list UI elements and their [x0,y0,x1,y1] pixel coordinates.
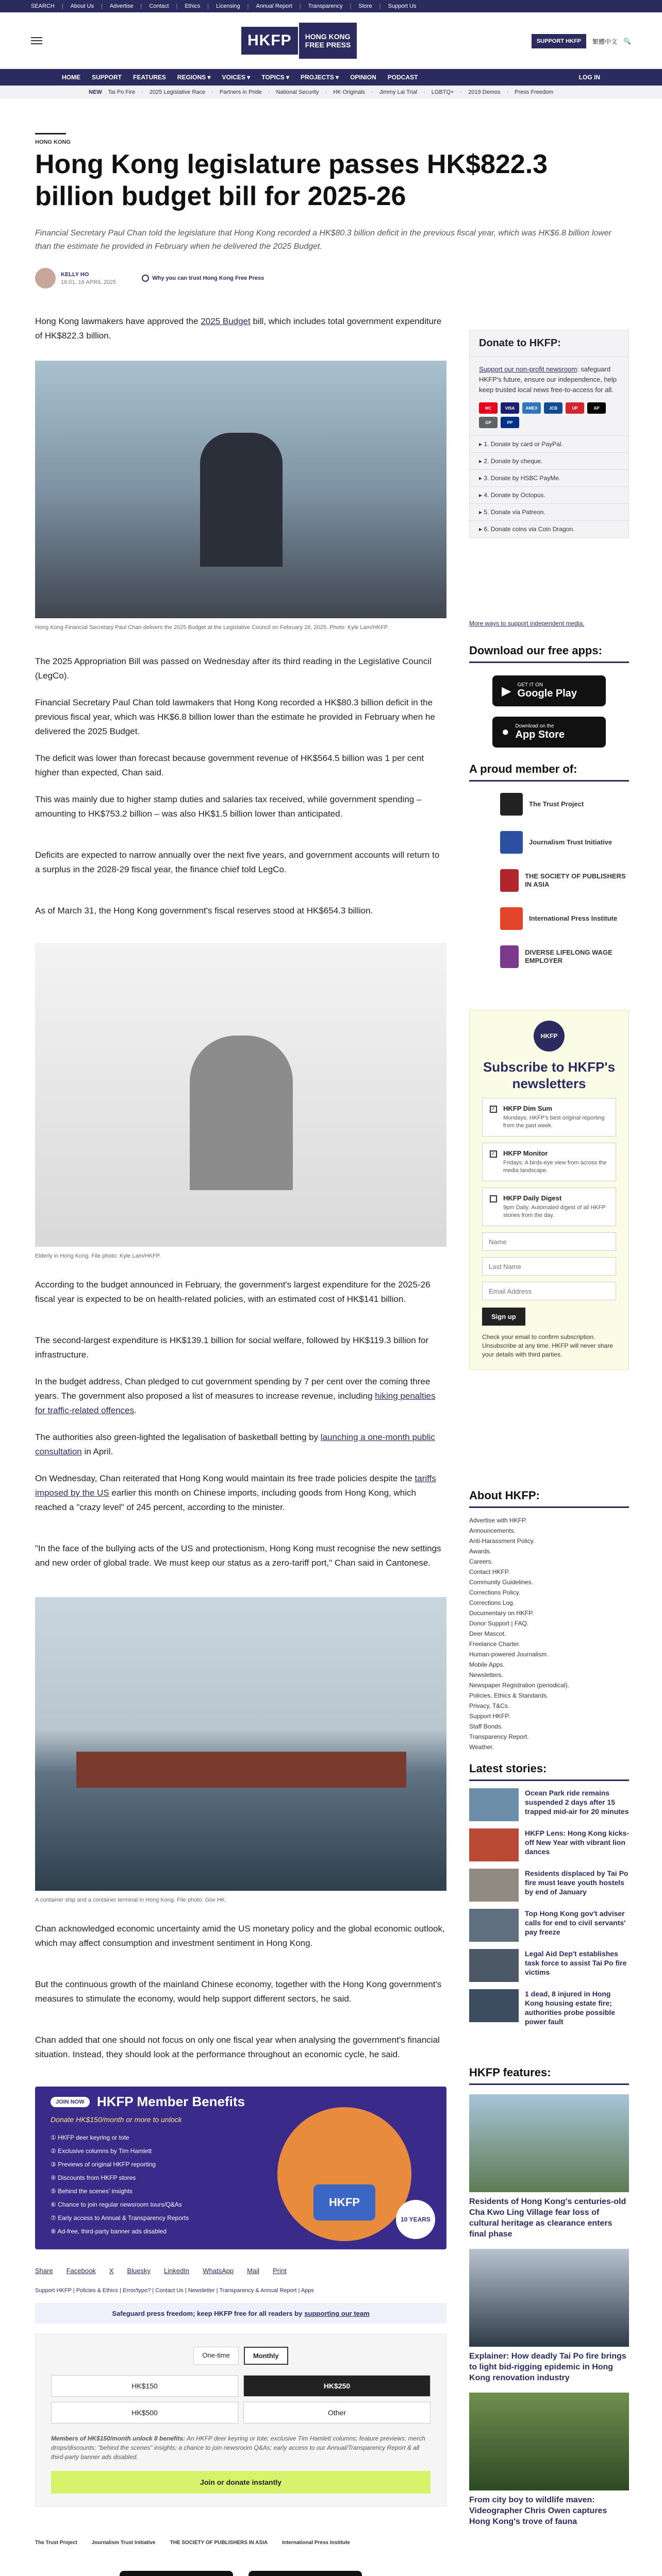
topbar-item[interactable]: Licensing [216,3,240,9]
amount-option[interactable]: Other [243,2402,431,2424]
story-thumbnail [469,1869,519,1902]
photo-caption: Hong Kong Financial Secretary Paul Chan delivers the 2025 Budget at the Legislative Council on February 26, 2025. Photo: Kyle Lam/HKFP. [35,624,389,631]
amount-option[interactable]: HK$500 [51,2402,238,2424]
site-header [0,12,662,69]
signup-button[interactable]: Sign up [482,1308,525,1326]
feature-image [469,2094,629,2192]
support-team-link[interactable]: supporting our team [304,2309,370,2317]
checkbox-icon[interactable]: ✓ [490,1150,497,1158]
member-logo[interactable]: Journalism Trust Initiative [91,2540,156,2546]
app-store-badge[interactable] [249,2571,362,2576]
amount-option[interactable]: HK$150 [51,2375,238,2397]
nav-podcast[interactable]: PODCAST [387,74,418,81]
perk-item: ⑧ Ad-free, third-party banner ads disabled [51,2228,167,2235]
donate-title: Donate to HKFP: [470,330,628,357]
about-link[interactable]: Deer Mascot. [469,1630,506,1637]
google-pay-icon: GP [479,417,498,428]
mascot-shirt: HKFP [313,2184,375,2221]
about-list [469,1515,629,1752]
perk-item: ① HKFP deer keyring or tote [51,2134,129,2141]
perk-item: ② Exclusive columns by Tim Hamlett [51,2147,152,2155]
about-widget [469,1489,629,1752]
top-utility-bar: SEARCH | About Us | Advertise | Contact | Ethics | Licensing | Annual Report | Transparency | Store | Support Us [0,0,662,12]
about-link[interactable]: Human-powered Journalism. [469,1651,549,1658]
photo-container-ship [35,1597,446,1891]
budget-link[interactable]: 2025 Budget [201,316,251,326]
apps-title: Download our free apps: [469,644,629,663]
main-navigation [0,69,662,86]
features-title: HKFP features: [469,2066,629,2085]
about-link[interactable]: Newspaper Registration (periodical). [469,1682,570,1689]
jcb-icon: JCB [544,402,562,414]
feature-image [469,2249,629,2347]
features-widget [469,2066,629,2527]
paragraph: This was mainly due to higher stamp duties and salaries tax received, while government spending – amounting to HK$753.2 billion – was also HK$1.5 billion lower than anticipated. [35,794,422,819]
article-category[interactable]: HONG KONG [35,139,71,145]
newsletter-option[interactable]: ✓ HKFP Dim Sum Mondays: HKFP's best original reporting from the past week. [482,1098,616,1137]
trending-link[interactable]: Partners in Pride [219,89,262,95]
join-donate-button[interactable]: Join or donate instantly [51,2471,431,2494]
hkfp-newsletter-logo: HKFP [534,1021,565,1052]
photo-paul-chan [35,361,446,618]
latest-widget [469,1762,629,2026]
nav-login[interactable]: LOG IN [578,74,600,81]
feature-story[interactable]: Explainer: How deadly Tai Po fire brings to light bid-rigging epidemic in Hong Kong renovation industry [469,2249,629,2383]
nav-support[interactable]: SUPPORT [92,74,122,81]
topbar-item[interactable]: Transparency [308,3,343,9]
banner-subtitle: Donate HK$150/month or more to unlock [51,2115,182,2124]
tab-one-time[interactable]: One-time [193,2347,238,2365]
google-play-badge[interactable] [120,2571,233,2576]
banner-perks [51,2131,252,2238]
member-logo[interactable]: THE SOCIETY OF PUBLISHERS IN ASIA [469,865,629,896]
donate-option[interactable]: ▸ 6. Donate coins via Coin Dragon. [470,520,628,537]
about-link[interactable]: Awards. [469,1548,492,1555]
photo-elderly [35,943,446,1247]
newsletter-widget [469,1010,629,1370]
member-logo[interactable]: The Trust Project [35,2540,77,2546]
topbar-item[interactable]: Support Us [388,3,417,9]
newsletter-note: Check your email to confirm subscription. Unsubscribe at any time. HKFP will never share your details with third parties. [482,1333,613,1358]
perk-item: ③ Previews of original HKFP reporting [51,2161,156,2168]
member-logo[interactable]: International Press Institute [469,903,629,934]
email-input[interactable] [482,1282,616,1300]
donate-widget [469,330,629,538]
share-bluesky[interactable]: Bluesky [127,2267,151,2275]
photo-ship [76,1752,406,1788]
trending-link[interactable]: Jimmy Lai Trial [379,89,418,95]
nav-topics[interactable]: TOPICS ▾ [261,74,290,81]
unionpay-icon: UP [566,402,584,414]
amount-option-selected[interactable]: HK$250 [243,2375,431,2397]
paragraph: Chan acknowledged economic uncertainty amid the US monetary policy and the global economic outlook, which may affect consumption and investment sentiment in Hong Kong. [35,1924,445,1948]
trust-link[interactable]: Why you can trust Hong Kong Free Press [142,275,264,282]
member-logo[interactable]: DIVERSE LIFELONG WAGE EMPLOYER [469,941,629,972]
more-ways-link[interactable]: More ways to support independent media. [469,620,585,627]
paragraph: Hong Kong lawmakers have approved the 2025 Budget bill, which includes total government expenditure of HK$822.3 billion. [35,316,442,341]
tariffs-link[interactable]: tariffs imposed by the US [35,1473,436,1498]
article-summary: Financial Secretary Paul Chan told the legislature that Hong Kong recorded a HK$80.3 billion deficit in the previous fiscal year, which was HK$6.8 billion lower than the estimate he provided in February when he delivered the 2025 Budget. [35,229,611,251]
checkbox-icon[interactable] [490,1195,497,1202]
donate-option[interactable]: ▸ 5. Donate via Patreon. [470,503,628,520]
latest-story[interactable]: Ocean Park ride remains suspended 2 days after 15 trapped mid-air for 20 minutes [469,1788,629,1821]
newsletter-option[interactable]: ✓ HKFP Monitor Fridays: A birds-eye view from across the media landscape. [482,1143,616,1181]
perk-item: ⑥ Chance to join regular newsroom tours/Q&As [51,2201,182,2208]
article-footer-links[interactable]: Support HKFP | Policies & Ethics | Error/typo? | Contact Us | Newsletter | Transparency & Annual Report | Apps [35,2287,314,2294]
nav-regions[interactable]: REGIONS ▾ [177,74,211,81]
google-play-badge[interactable]: ▶ GET IT ON Google Play [492,675,606,706]
paragraph: According to the budget announced in February, the government's largest expenditure for the 2025-26 fiscal year is expected to be on health-related policies, with an estimated cost of HK$141 billion. [35,1280,431,1304]
search-icon[interactable]: 🔍 [623,38,631,45]
topbar-item[interactable]: Ethics [185,3,201,9]
paragraph: "In the face of the bullying acts of the US and protectionism, Hong Kong must recognise the new settings and new order of global trade. We must keep our status as a zero-tariff port," Chan said in Cantonese. [35,1544,441,1568]
about-link[interactable]: Corrections Log. [469,1599,515,1606]
card-icons [470,402,628,435]
story-thumbnail [469,1909,519,1942]
newsletter-option[interactable]: HKFP Daily Digest 9pm Daily: Automated digest of all HKFP stories from the day. [482,1188,616,1226]
latest-story[interactable]: Top Hong Kong gov't adviser calls for end to civil servants' pay freeze [469,1909,629,1942]
member-logo[interactable]: The Trust Project [469,789,629,820]
shield-icon [142,275,149,282]
latest-story[interactable]: Residents displaced by Tai Po fire must leave youth hostels by end of January [469,1869,629,1902]
paragraph: The deficit was lower than forecast because government revenue of HK$564.5 billion was 1 per cent higher than expected, Chan said. [35,753,424,777]
member-title: A proud member of: [469,762,629,782]
menu-icon[interactable] [31,37,42,44]
support-hkfp-button[interactable]: SUPPORT HKFP [532,34,586,48]
new-badge: NEW [89,89,102,95]
language-switch[interactable]: 繁體中文 [592,38,618,45]
donate-option[interactable]: ▸ 3. Donate by HSBC PayMe. [470,469,628,486]
share-whatsapp[interactable]: WhatsApp [203,2267,234,2275]
share-x[interactable]: X [109,2267,114,2275]
checkbox-icon[interactable]: ✓ [490,1106,497,1113]
banner-title: HKFP Member Benefits [97,2094,245,2109]
about-link[interactable]: Transparency Report. [469,1733,529,1740]
trending-link[interactable]: 2025 Legislative Race [149,89,206,95]
latest-story[interactable]: 1 dead, 8 injured in Hong Kong housing estate fire; authorities probe possible power fault [469,1989,629,2026]
feature-story[interactable]: Residents of Hong Kong's centuries-old Cha Kwo Ling Village fear loss of cultural heritage as clearance enters final phase [469,2094,629,2240]
about-link[interactable]: Freelance Charter. [469,1640,521,1648]
photo-caption: A container ship and a container terminal in Hong Kong. File photo: Gov HK. [35,1897,227,1903]
app-store-badge[interactable]: ● Download on the App Store [492,717,606,748]
logo-text: HONG KONG FREE PRESS [299,23,357,59]
latest-title: Latest stories: [469,1762,629,1781]
last-name-input[interactable] [482,1257,616,1276]
about-link[interactable]: Anti-Harassment Policy. [469,1537,535,1545]
consultation-link[interactable]: launching a one-month public consultation [35,1432,435,1456]
latest-story[interactable]: HKFP Lens: Hong Kong kicks-off New Year with vibrant lion dances [469,1828,629,1861]
mastercard-icon: MC [479,402,498,414]
paragraph: The authorities also green-lighted the legalisation of basketball betting by launching a one-month public consultation in April. [35,1432,435,1456]
author-name[interactable]: KELLY HO [61,271,89,278]
about-link[interactable]: Privacy, T&Cs. [469,1702,510,1709]
traffic-penalties-link[interactable]: hiking penalties for traffic-related offences [35,1391,436,1415]
apple-icon: ● [502,725,509,739]
photo-caption: Elderly in Hong Kong. File photo: Kyle Lam/HKFP. [35,1253,161,1259]
trending-bar: NEW Tai Po Fire · 2025 Legislative Race · Partners in Pride · National Security · HK Originals · Jimmy Lai Trial · LGBTQ+ · 2019 Demos · Press Freedom [0,86,662,99]
hkfp-logo[interactable] [241,23,357,59]
paragraph: Financial Secretary Paul Chan told lawmakers that Hong Kong recorded a HK$80.3 billion deficit in the previous fiscal year, which was HK$6.8 billion lower than the estimate he provided in February when he delivered the 2025 Budget. [35,698,435,736]
donate-option[interactable]: ▸ 4. Donate by Octopus. [470,486,628,503]
story-thumbnail [469,1989,519,2022]
deer-mascot [277,2107,411,2241]
newsletter-title: Subscribe to HKFP's newsletters [483,1059,616,1091]
perk-item: ⑦ Early access to Annual & Transparency Reports [51,2214,189,2222]
photo-figure [200,433,283,567]
about-link[interactable]: Community Guidelines. [469,1579,534,1586]
logo-mark: HKFP [241,27,298,55]
nav-voices[interactable]: VOICES ▾ [222,74,251,81]
about-link[interactable]: Mobile Apps. [469,1661,505,1668]
member-widget [469,762,629,972]
topbar-item[interactable]: SEARCH [31,3,55,9]
tab-monthly[interactable]: Monthly [244,2347,288,2365]
member-logo[interactable]: Journalism Trust Initiative [469,827,629,858]
topbar-item[interactable]: Advertise [109,3,134,9]
story-thumbnail [469,1949,519,1982]
nav-home[interactable]: HOME [62,74,80,81]
trending-link[interactable]: Press Freedom [515,89,554,95]
apps-widget [469,644,629,748]
donate-option[interactable]: ▸ 2. Donate by cheque. [470,452,628,469]
trending-link[interactable]: LGBTQ+ [431,89,454,95]
about-link[interactable]: Corrections Policy. [469,1589,521,1596]
topbar-item[interactable]: Contact [149,3,169,9]
about-link[interactable]: Newsletters. [469,1671,504,1679]
member-perks-text: Members of HK$150/month unlock 8 benefits: An HKFP deer keyring or tote; exclusive Tim Hamlett columns; feature previews; merch drops/discounts; "behind the scenes" insights; a chance to join newsroom Q&As; early access to our Annual/Transparency Report & all third-party banner ads disabled. [51,2435,425,2461]
donate-text: Support our non-profit newsroom: safeguard HKFP's future, ensure our independence, help keep trusted local news free-to-access for all. [479,365,617,394]
publish-date: 16:01, 16 APRIL 2025 [61,279,117,285]
apple-pay-icon: AP [587,402,606,414]
join-now-badge: JOIN NOW [51,2097,90,2107]
paragraph: As of March 31, the Hong Kong government's fiscal reserves stood at HK$654.3 billion. [35,906,373,916]
topbar-item[interactable]: About Us [70,3,94,9]
about-link[interactable]: Policies, Ethics & Standards. [469,1692,549,1699]
about-link[interactable]: Advertise with HKFP. [469,1517,527,1524]
about-link[interactable]: Documentary on HKFP. [469,1609,534,1617]
topbar-item[interactable]: Store [358,3,372,9]
feature-story[interactable]: From city boy to wildlife maven: Videographer Chris Owen captures Hong Kong's trove of fauna [469,2393,629,2527]
nav-projects[interactable]: PROJECTS ▾ [301,74,339,81]
name-input[interactable] [482,1232,616,1251]
amex-icon: AMEX [522,402,541,414]
story-thumbnail [469,1828,519,1861]
app-badges-row [35,2571,446,2576]
paragraph: In the budget address, Chan pledged to cut government spending by 7 per cent over the coming three years. The government also proposed a list of measures to increase revenue, including hiking penalties for traffic-related offences. [35,1377,436,1415]
paragraph: Chan added that one should not focus on only one fiscal year when analysing the government's financial situation. Instead, they should look at the performance throughout an economic cycle, he said. [35,2035,440,2059]
paragraph: On Wednesday, Chan reiterated that Hong Kong would maintain its free trade policies despite the tariffs imposed by the US earlier this month on Chinese imports, including goods from Hong Kong, which reached a "crazy level" of 245 percent, according to the minister. [35,1473,436,1512]
latest-story[interactable]: Legal Aid Dep't establishes task force to assist Tai Po fire victims [469,1949,629,1982]
paragraph: The second-largest expenditure is HK$139.1 billion for social welfare, followed by HK$119.3 billion for infrastructure. [35,1335,429,1360]
nav-opinion[interactable]: OPINION [350,74,376,81]
ten-years-badge: 10 YEARS [396,2200,435,2239]
about-link[interactable]: Weather. [469,1743,494,1751]
photo-figure [190,1036,293,1190]
member-logos-row [35,2540,446,2546]
paypal-icon: PP [501,417,519,428]
author-avatar [35,268,56,289]
share-bar [35,2267,446,2275]
perk-item: ④ Discounts from HKFP stores [51,2174,136,2181]
nav-features[interactable]: FEATURES [133,74,166,81]
trending-link[interactable]: Tai Po Fire [108,89,136,95]
paragraph: But the continuous growth of the mainland Chinese economy, together with the Hong Kong government's measures to stimulate the economy, would help support different sectors, he said. [35,1979,442,2004]
about-link[interactable]: Contact HKFP. [469,1568,510,1575]
visa-icon: VISA [501,402,519,414]
trending-link[interactable]: 2019 Demos [468,89,501,95]
member-logo[interactable]: International Press Institute [282,2540,350,2546]
about-title: About HKFP: [469,1489,629,1508]
share-label[interactable]: Share [35,2267,53,2275]
about-link[interactable]: Support HKFP. [469,1713,510,1720]
share-facebook[interactable]: Facebook [66,2267,96,2275]
trending-link[interactable]: HK Originals [333,89,366,95]
trending-link[interactable]: National Security [276,89,319,95]
about-link[interactable]: Careers. [469,1558,493,1565]
perk-item: ⑤ Behind the scenes' insights [51,2188,133,2195]
share-mail[interactable]: Mail [247,2267,259,2275]
paragraph: The 2025 Appropriation Bill was passed on Wednesday after its third reading in the Legislative Council (LegCo). [35,656,432,681]
share-print[interactable]: Print [272,2267,287,2275]
story-thumbnail [469,1788,519,1821]
about-link[interactable]: Announcements. [469,1527,516,1534]
about-link[interactable]: Staff Bonds. [469,1723,503,1730]
donate-option[interactable]: ▸ 1. Donate by card or PayPal. [470,435,628,452]
paragraph: Deficits are expected to narrow annually over the next five years, and government accounts will return to a surplus in the 2028-29 fiscal year, the finance chief told LegCo. [35,850,440,874]
donation-plan [35,2334,446,2506]
member-logo[interactable]: THE SOCIETY OF PUBLISHERS IN ASIA [170,2540,268,2546]
nonprofit-link[interactable]: Support our non-profit newsroom [479,365,577,373]
about-link[interactable]: Donor Support | FAQ. [469,1620,529,1627]
safeguard-bar: Safeguard press freedom; keep HKFP free for all readers by supporting our team [35,2303,446,2324]
play-icon: ▶ [502,684,511,698]
topbar-item[interactable]: Annual Report [256,3,292,9]
member-benefits-banner[interactable] [35,2087,446,2249]
feature-image [469,2393,629,2490]
article-title: Hong Kong legislature passes HK$822.3 billion budget bill for 2025-26 [35,149,548,211]
byline [35,268,264,289]
share-linkedin[interactable]: LinkedIn [164,2267,190,2275]
